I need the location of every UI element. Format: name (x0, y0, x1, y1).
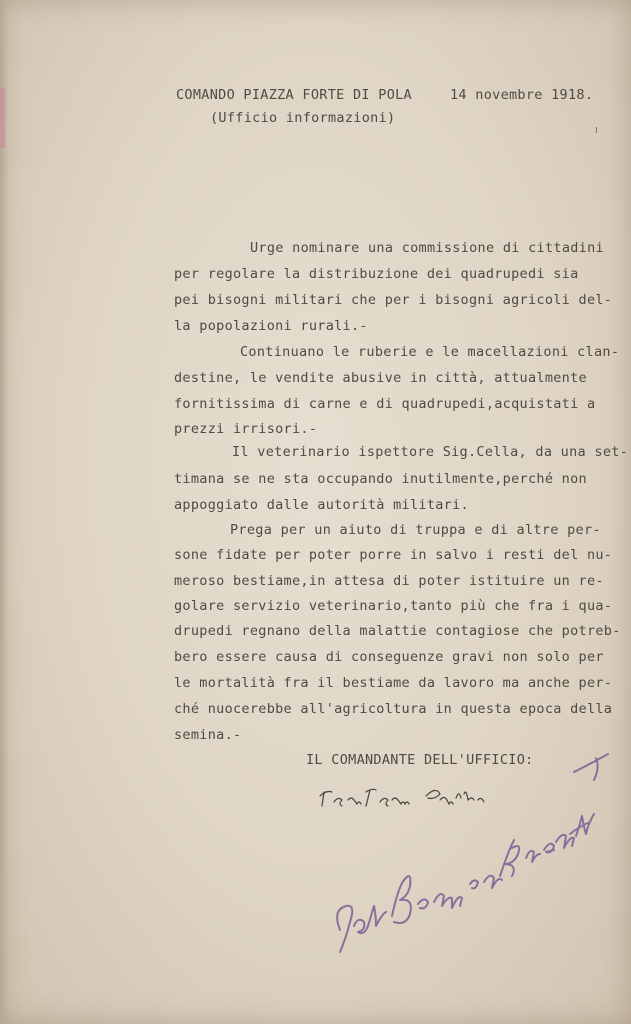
body-line: pei bisogni militari che per i bisogni agricoli del- (174, 292, 613, 308)
signature-title: IL COMANDANTE DELL'UFFICIO: (306, 752, 534, 768)
body-line: destine, le vendite abusive in città, attualmente (174, 370, 587, 386)
violet-signature (337, 754, 608, 952)
body-line: golare servizio veterinario,tanto più che fra i qua- (174, 598, 613, 614)
office-heading: COMANDO PIAZZA FORTE DI POLA (176, 87, 412, 103)
handwritten-signatures (300, 730, 620, 960)
body-line: bero essere causa di conseguenze gravi non solo per (174, 649, 604, 665)
body-line: sone fidate per poter porre in salvo i resti del nu- (174, 547, 613, 563)
paper-stain (0, 88, 5, 148)
body-line: Continuano le ruberie e le macellazioni clan- (240, 344, 620, 360)
office-subtitle: (Ufficio informazioni) (210, 110, 396, 126)
body-line: Urge nominare una commissione di cittadini (250, 240, 604, 256)
body-line: prezzi irrisori.- (174, 421, 318, 437)
ink-signature (320, 789, 484, 806)
document-date: 14 novembre 1918. (450, 87, 594, 103)
body-line: le mortalità fra il bestiame da lavoro ma anche per- (174, 675, 613, 691)
body-line: timana se ne sta occupando inutilmente,perché non (174, 471, 587, 487)
body-line: semina.- (174, 727, 242, 743)
margin-tick (596, 127, 597, 133)
body-line: la popolazioni rurali.- (174, 318, 368, 334)
body-line: per regolare la distribuzione dei quadrupedi sia (174, 266, 579, 282)
body-line: drupedi regnano della malattie contagiose che potreb- (174, 623, 621, 639)
body-line: fornitissima di carne e di quadrupedi,acquistati a (174, 396, 596, 412)
body-line: Prega per un aiuto di truppa e di altre per- (230, 522, 601, 538)
paper-edge-shadow (0, 0, 8, 1024)
body-line: ché nuocerebbe all'agricoltura in questa epoca della (174, 701, 613, 717)
body-line: Il veterinario ispettore Sig.Cella, da una set- (232, 444, 629, 460)
body-line: meroso bestiame,in attesa di poter istituire un re- (174, 573, 604, 589)
body-line: appoggiato dalle autorità militari. (174, 497, 469, 513)
